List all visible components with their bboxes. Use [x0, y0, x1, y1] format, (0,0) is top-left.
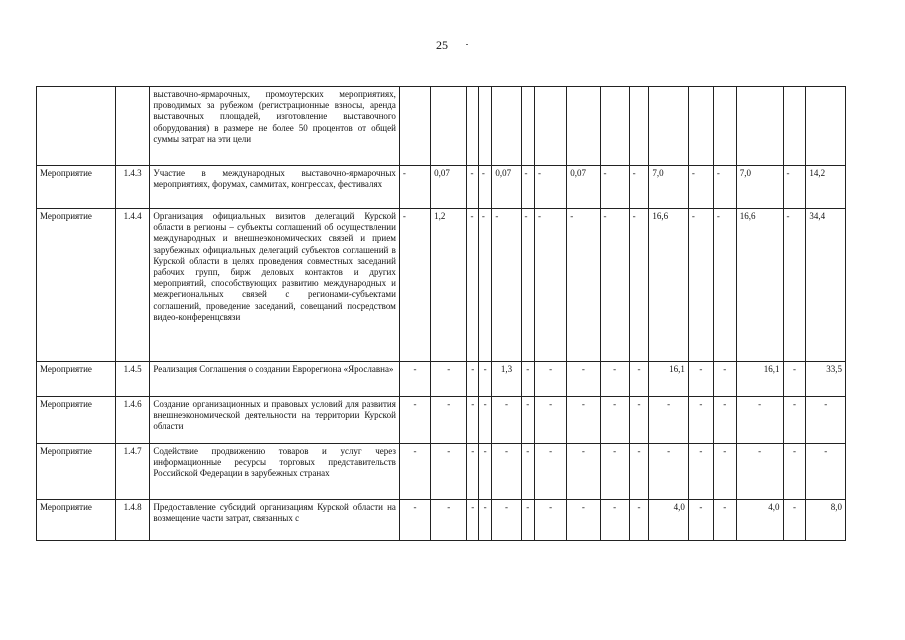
value-cell: -: [467, 397, 478, 444]
value-cell: 0,07: [567, 166, 600, 209]
value-cell: [783, 87, 806, 166]
value-cell: -: [567, 209, 600, 362]
value-cell: -: [688, 209, 713, 362]
value-cell: -: [535, 166, 567, 209]
value-cell: 4,0: [736, 500, 783, 541]
value-cell: -: [688, 397, 713, 444]
activity-code-cell: [116, 87, 150, 166]
value-cell: 1,2: [431, 209, 467, 362]
value-cell: -: [535, 500, 567, 541]
value-cell: [478, 87, 492, 166]
value-cell: -: [478, 500, 492, 541]
value-cell: -: [713, 209, 736, 362]
value-cell: -: [431, 362, 467, 397]
value-cell: -: [467, 362, 478, 397]
value-cell: [629, 87, 649, 166]
value-cell: -: [600, 362, 629, 397]
value-cell: -: [567, 500, 600, 541]
activity-type-cell: [37, 87, 116, 166]
value-cell: 7,0: [736, 166, 783, 209]
value-cell: -: [399, 362, 430, 397]
value-cell: -: [713, 397, 736, 444]
scan-speck: [466, 44, 468, 45]
value-cell: [492, 87, 521, 166]
value-cell: -: [713, 444, 736, 500]
value-cell: 16,6: [736, 209, 783, 362]
value-cell: -: [806, 397, 846, 444]
value-cell: 14,2: [806, 166, 846, 209]
value-cell: [806, 87, 846, 166]
activity-type-cell: Мероприятие: [37, 362, 116, 397]
table-row: [37, 209, 846, 362]
value-cell: -: [478, 362, 492, 397]
value-cell: -: [521, 209, 535, 362]
value-cell: -: [629, 209, 649, 362]
value-cell: 8,0: [806, 500, 846, 541]
value-cell: -: [688, 166, 713, 209]
value-cell: -: [399, 209, 430, 362]
value-cell: -: [600, 500, 629, 541]
value-cell: -: [467, 209, 478, 362]
activity-description-cell: Реализация Соглашения о создании Еврорегиона «Ярославна»: [150, 362, 400, 397]
value-cell: -: [806, 444, 846, 500]
value-cell: -: [713, 362, 736, 397]
value-cell: -: [492, 397, 521, 444]
activity-description-cell: Создание организационных и правовых условий для развития внешнеэкономической деятельности на территории Курской области: [150, 397, 400, 444]
value-cell: -: [567, 362, 600, 397]
value-cell: -: [535, 209, 567, 362]
value-cell: -: [478, 209, 492, 362]
value-cell: -: [399, 397, 430, 444]
value-cell: -: [600, 166, 629, 209]
value-cell: -: [649, 397, 689, 444]
value-cell: -: [600, 209, 629, 362]
activity-type-cell: Мероприятие: [37, 444, 116, 500]
table-row: [37, 362, 846, 397]
value-cell: -: [688, 500, 713, 541]
value-cell: -: [535, 362, 567, 397]
value-cell: -: [736, 397, 783, 444]
value-cell: [535, 87, 567, 166]
value-cell: -: [629, 397, 649, 444]
value-cell: -: [535, 444, 567, 500]
value-cell: -: [783, 362, 806, 397]
value-cell: 33,5: [806, 362, 846, 397]
value-cell: [649, 87, 689, 166]
activity-type-cell: Мероприятие: [37, 500, 116, 541]
value-cell: -: [399, 500, 430, 541]
activity-description-cell: выставочно-ярмарочных, промоутерских мероприятиях, проводимых за рубежом (регистрационные взносы, аренда выставочных площадей, изготовление выставочного оборудования) в размере не более 50 процентов от общей суммы затрат на эти цели: [150, 87, 400, 166]
value-cell: 16,1: [649, 362, 689, 397]
value-cell: -: [521, 500, 535, 541]
activity-type-cell: Мероприятие: [37, 166, 116, 209]
value-cell: [600, 87, 629, 166]
table-row: [37, 444, 846, 500]
activity-description-cell: Предоставление субсидий организациям Курской области на возмещение части затрат, связанных с: [150, 500, 400, 541]
activity-code-cell: 1.4.7: [116, 444, 150, 500]
page-number: 25: [436, 38, 448, 52]
value-cell: -: [783, 209, 806, 362]
value-cell: -: [649, 444, 689, 500]
activity-code-cell: 1.4.5: [116, 362, 150, 397]
value-cell: -: [629, 166, 649, 209]
value-cell: -: [783, 166, 806, 209]
value-cell: -: [521, 397, 535, 444]
value-cell: -: [431, 500, 467, 541]
value-cell: -: [521, 362, 535, 397]
value-cell: -: [399, 166, 430, 209]
value-cell: -: [567, 444, 600, 500]
value-cell: -: [431, 444, 467, 500]
value-cell: -: [629, 362, 649, 397]
value-cell: -: [535, 397, 567, 444]
value-cell: -: [736, 444, 783, 500]
value-cell: -: [688, 444, 713, 500]
value-cell: [567, 87, 600, 166]
activity-code-cell: 1.4.6: [116, 397, 150, 444]
value-cell: -: [629, 444, 649, 500]
value-cell: -: [521, 444, 535, 500]
value-cell: -: [467, 500, 478, 541]
value-cell: -: [600, 444, 629, 500]
value-cell: -: [713, 500, 736, 541]
value-cell: 16,6: [649, 209, 689, 362]
activity-description-cell: Содействие продвижению товаров и услуг через информационные ресурсы торговых представительств Российской Федерации в зарубежных странах: [150, 444, 400, 500]
value-cell: -: [478, 397, 492, 444]
value-cell: [467, 87, 478, 166]
value-cell: [431, 87, 467, 166]
program-activities-table: [36, 86, 846, 541]
value-cell: 16,1: [736, 362, 783, 397]
value-cell: [399, 87, 430, 166]
value-cell: [688, 87, 713, 166]
value-cell: -: [431, 397, 467, 444]
value-cell: -: [600, 397, 629, 444]
activity-code-cell: 1.4.8: [116, 500, 150, 541]
value-cell: 0,07: [431, 166, 467, 209]
value-cell: -: [478, 166, 492, 209]
table-row: [37, 166, 846, 209]
value-cell: 0,07: [492, 166, 521, 209]
value-cell: -: [399, 444, 430, 500]
value-cell: 1,3: [492, 362, 521, 397]
activity-code-cell: 1.4.3: [116, 166, 150, 209]
value-cell: -: [467, 166, 478, 209]
activity-code-cell: 1.4.4: [116, 209, 150, 362]
value-cell: -: [467, 444, 478, 500]
value-cell: -: [492, 209, 521, 362]
value-cell: [736, 87, 783, 166]
activity-type-cell: Мероприятие: [37, 397, 116, 444]
value-cell: -: [783, 397, 806, 444]
value-cell: 4,0: [649, 500, 689, 541]
table-row: [37, 87, 846, 166]
value-cell: -: [783, 500, 806, 541]
value-cell: -: [629, 500, 649, 541]
activity-description-cell: Организация официальных визитов делегаций Курской области в регионы – субъекты соглашений об осуществлении международных и внешнеэкономических связей и прием зарубежных официальных делегаций субъектов соглашений в Курской области в целях проведения совместных заседаний рабочих групп, бирж деловых контактов и других мероприятий, способствующих развитию международных и межрегиональных связей с регионами-субъектами соглашений, проведение заседаний, совещаний посредством видео-конференцсвязи: [150, 209, 400, 362]
value-cell: -: [688, 362, 713, 397]
value-cell: -: [492, 444, 521, 500]
activity-description-cell: Участие в международных выставочно-ярмарочных мероприятиях, форумах, саммитах, конгрессах, фестивалях: [150, 166, 400, 209]
table-row: [37, 397, 846, 444]
value-cell: 34,4: [806, 209, 846, 362]
value-cell: -: [783, 444, 806, 500]
value-cell: [521, 87, 535, 166]
value-cell: [713, 87, 736, 166]
value-cell: -: [478, 444, 492, 500]
activity-type-cell: Мероприятие: [37, 209, 116, 362]
table-row: [37, 500, 846, 541]
value-cell: -: [567, 397, 600, 444]
value-cell: 7,0: [649, 166, 689, 209]
value-cell: -: [492, 500, 521, 541]
value-cell: -: [521, 166, 535, 209]
value-cell: -: [713, 166, 736, 209]
